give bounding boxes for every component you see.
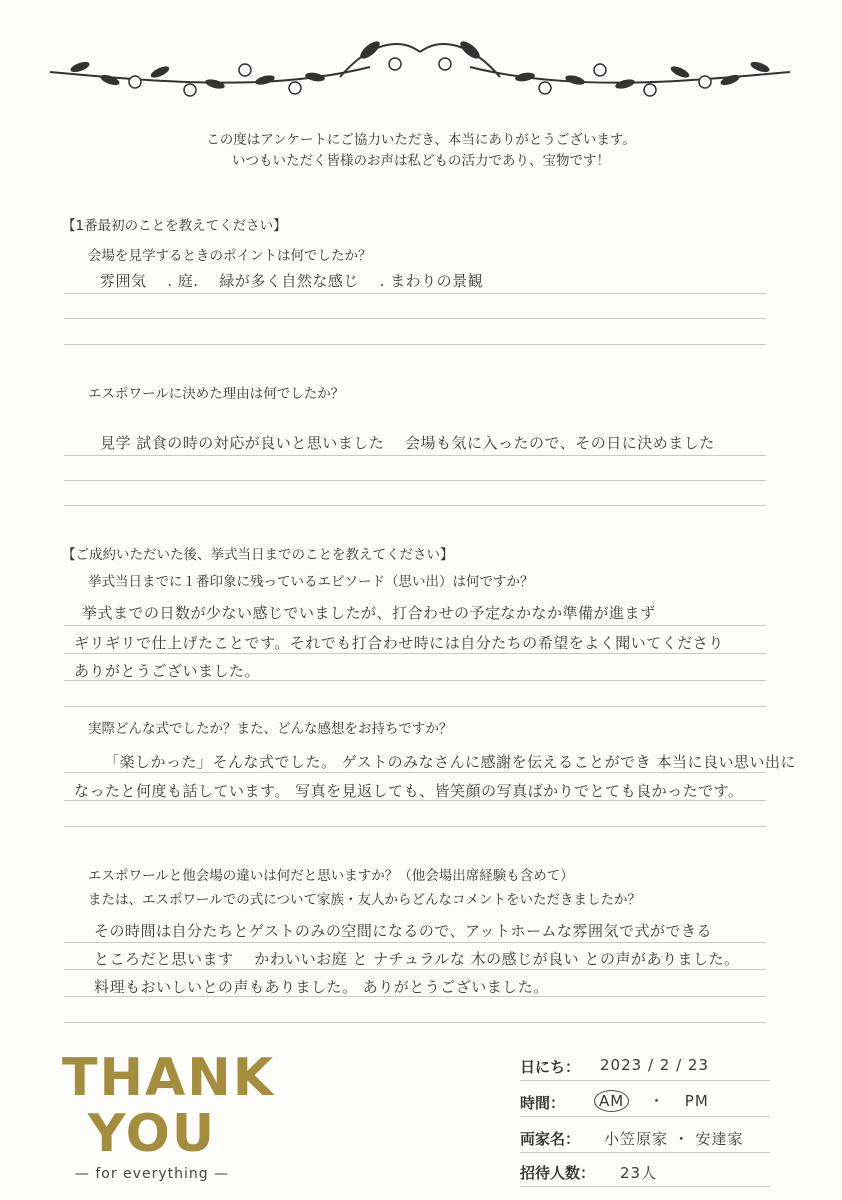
time-am-selected: AM — [594, 1090, 629, 1112]
answer-rule — [64, 706, 766, 707]
answer-rule — [64, 653, 766, 654]
answer-rule — [64, 344, 766, 345]
thank-you-logo — [62, 1048, 276, 1182]
question-venue-points: 会場を見学するときのポイントは何でしたか？ — [88, 248, 372, 264]
info-rule — [520, 1116, 770, 1117]
guests-value: 23人 — [620, 1164, 658, 1182]
answer-rule — [64, 318, 766, 319]
answer-differences-line-2: ところだと思います かわいいお庭 と ナチュラルな 木の感じが良い との声がありました。 — [94, 950, 740, 968]
thank-word: THANK — [62, 1048, 276, 1108]
answer-rule — [64, 996, 766, 997]
intro-line-2: いつもいただく皆様のお声は私どもの活力であり、宝物です！ — [232, 153, 610, 169]
time-separator: ・ — [648, 1092, 665, 1110]
answer-rule — [64, 505, 766, 506]
answer-decision-reason: 見学 試食の時の対応が良いと思いました 会場も気に入ったので、その日に決めました — [100, 434, 715, 452]
time-options — [594, 1090, 709, 1112]
time-label: 時間： — [520, 1094, 566, 1112]
question-decision-reason: エスポワールに決めた理由は何でしたか？ — [88, 386, 345, 402]
intro-line-1: この度はアンケートにご協力いただき、本当にありがとうございます。 — [206, 132, 636, 148]
answer-rule — [64, 480, 766, 481]
answer-impression-line-2: なったと何度も話しています。 写真を見返しても、皆笑顔の写真ばかりでとても良かったです。 — [74, 782, 744, 800]
you-word: YOU — [87, 1104, 217, 1164]
answer-rule — [64, 680, 766, 681]
section-1-title: 【1番最初のことを教えてください】 — [62, 218, 287, 234]
info-rule — [520, 1080, 770, 1081]
for-everything-tagline: — for everything — — [74, 1166, 230, 1182]
answer-venue-points: 雰囲気 . 庭. 緑が多く自然な感じ . まわりの景観 — [100, 272, 484, 290]
intro-text — [0, 130, 842, 172]
info-rule — [520, 1152, 770, 1153]
answer-episode-line-2: ギリギリで仕上げたことです。それでも打合わせ時には自分たちの希望をよく聞いてくださり — [74, 634, 724, 652]
answer-rule — [64, 942, 766, 943]
question-memorable-episode: 挙式当日までに１番印象に残っているエピソード（思い出）は何ですか？ — [88, 574, 534, 590]
question-ceremony-impression: 実際どんな式でしたか？また、どんな感想をお持ちですか？ — [88, 721, 453, 737]
guests-label: 招待人数： — [520, 1164, 596, 1182]
time-pm: PM — [684, 1092, 709, 1110]
question-differences-line-2: または、エスポワールでの式について家族・友人からどんなコメントをいただきましたか？ — [88, 892, 641, 908]
families-label: 両家名： — [520, 1130, 581, 1148]
answer-rule — [64, 1022, 766, 1023]
answer-rule — [64, 969, 766, 970]
date-value: 2023 / 2 / 23 — [600, 1056, 709, 1074]
answer-rule — [64, 772, 766, 773]
answer-rule — [64, 625, 766, 626]
answer-impression-line-1: 「楽しかった」そんな式でした。 ゲストのみなさんに感謝を伝えることができ 本当に良い思い出に — [104, 753, 796, 771]
question-differences-line-1: エスポワールと他会場の違いは何だと思いますか？（他会場出席経験も含めて） — [88, 868, 574, 884]
families-value: 小笠原家 ・ 安達家 — [604, 1130, 744, 1148]
answer-episode-line-1: 挙式までの日数が少ない感じでいましたが、打合わせの予定なかなか準備が進まず — [82, 604, 656, 622]
floral-garland-decoration — [40, 22, 800, 112]
answer-rule — [64, 826, 766, 827]
answer-rule — [64, 800, 766, 801]
answer-rule — [64, 293, 766, 294]
answer-differences-line-3: 料理もおいしいとの声もありました。 ありがとうございました。 — [94, 978, 549, 996]
answer-differences-line-1: その時間は自分たちとゲストのみの空間になるので、アットホームな雰囲気で式ができる — [94, 922, 713, 940]
answer-episode-line-3: ありがとうございました。 — [74, 662, 261, 680]
info-rule — [520, 1186, 770, 1187]
section-2-title: 【ご成約いただいた後、挙式当日までのことを教えてください】 — [62, 547, 454, 563]
answer-rule — [64, 455, 766, 456]
date-label: 日にち： — [520, 1058, 581, 1076]
